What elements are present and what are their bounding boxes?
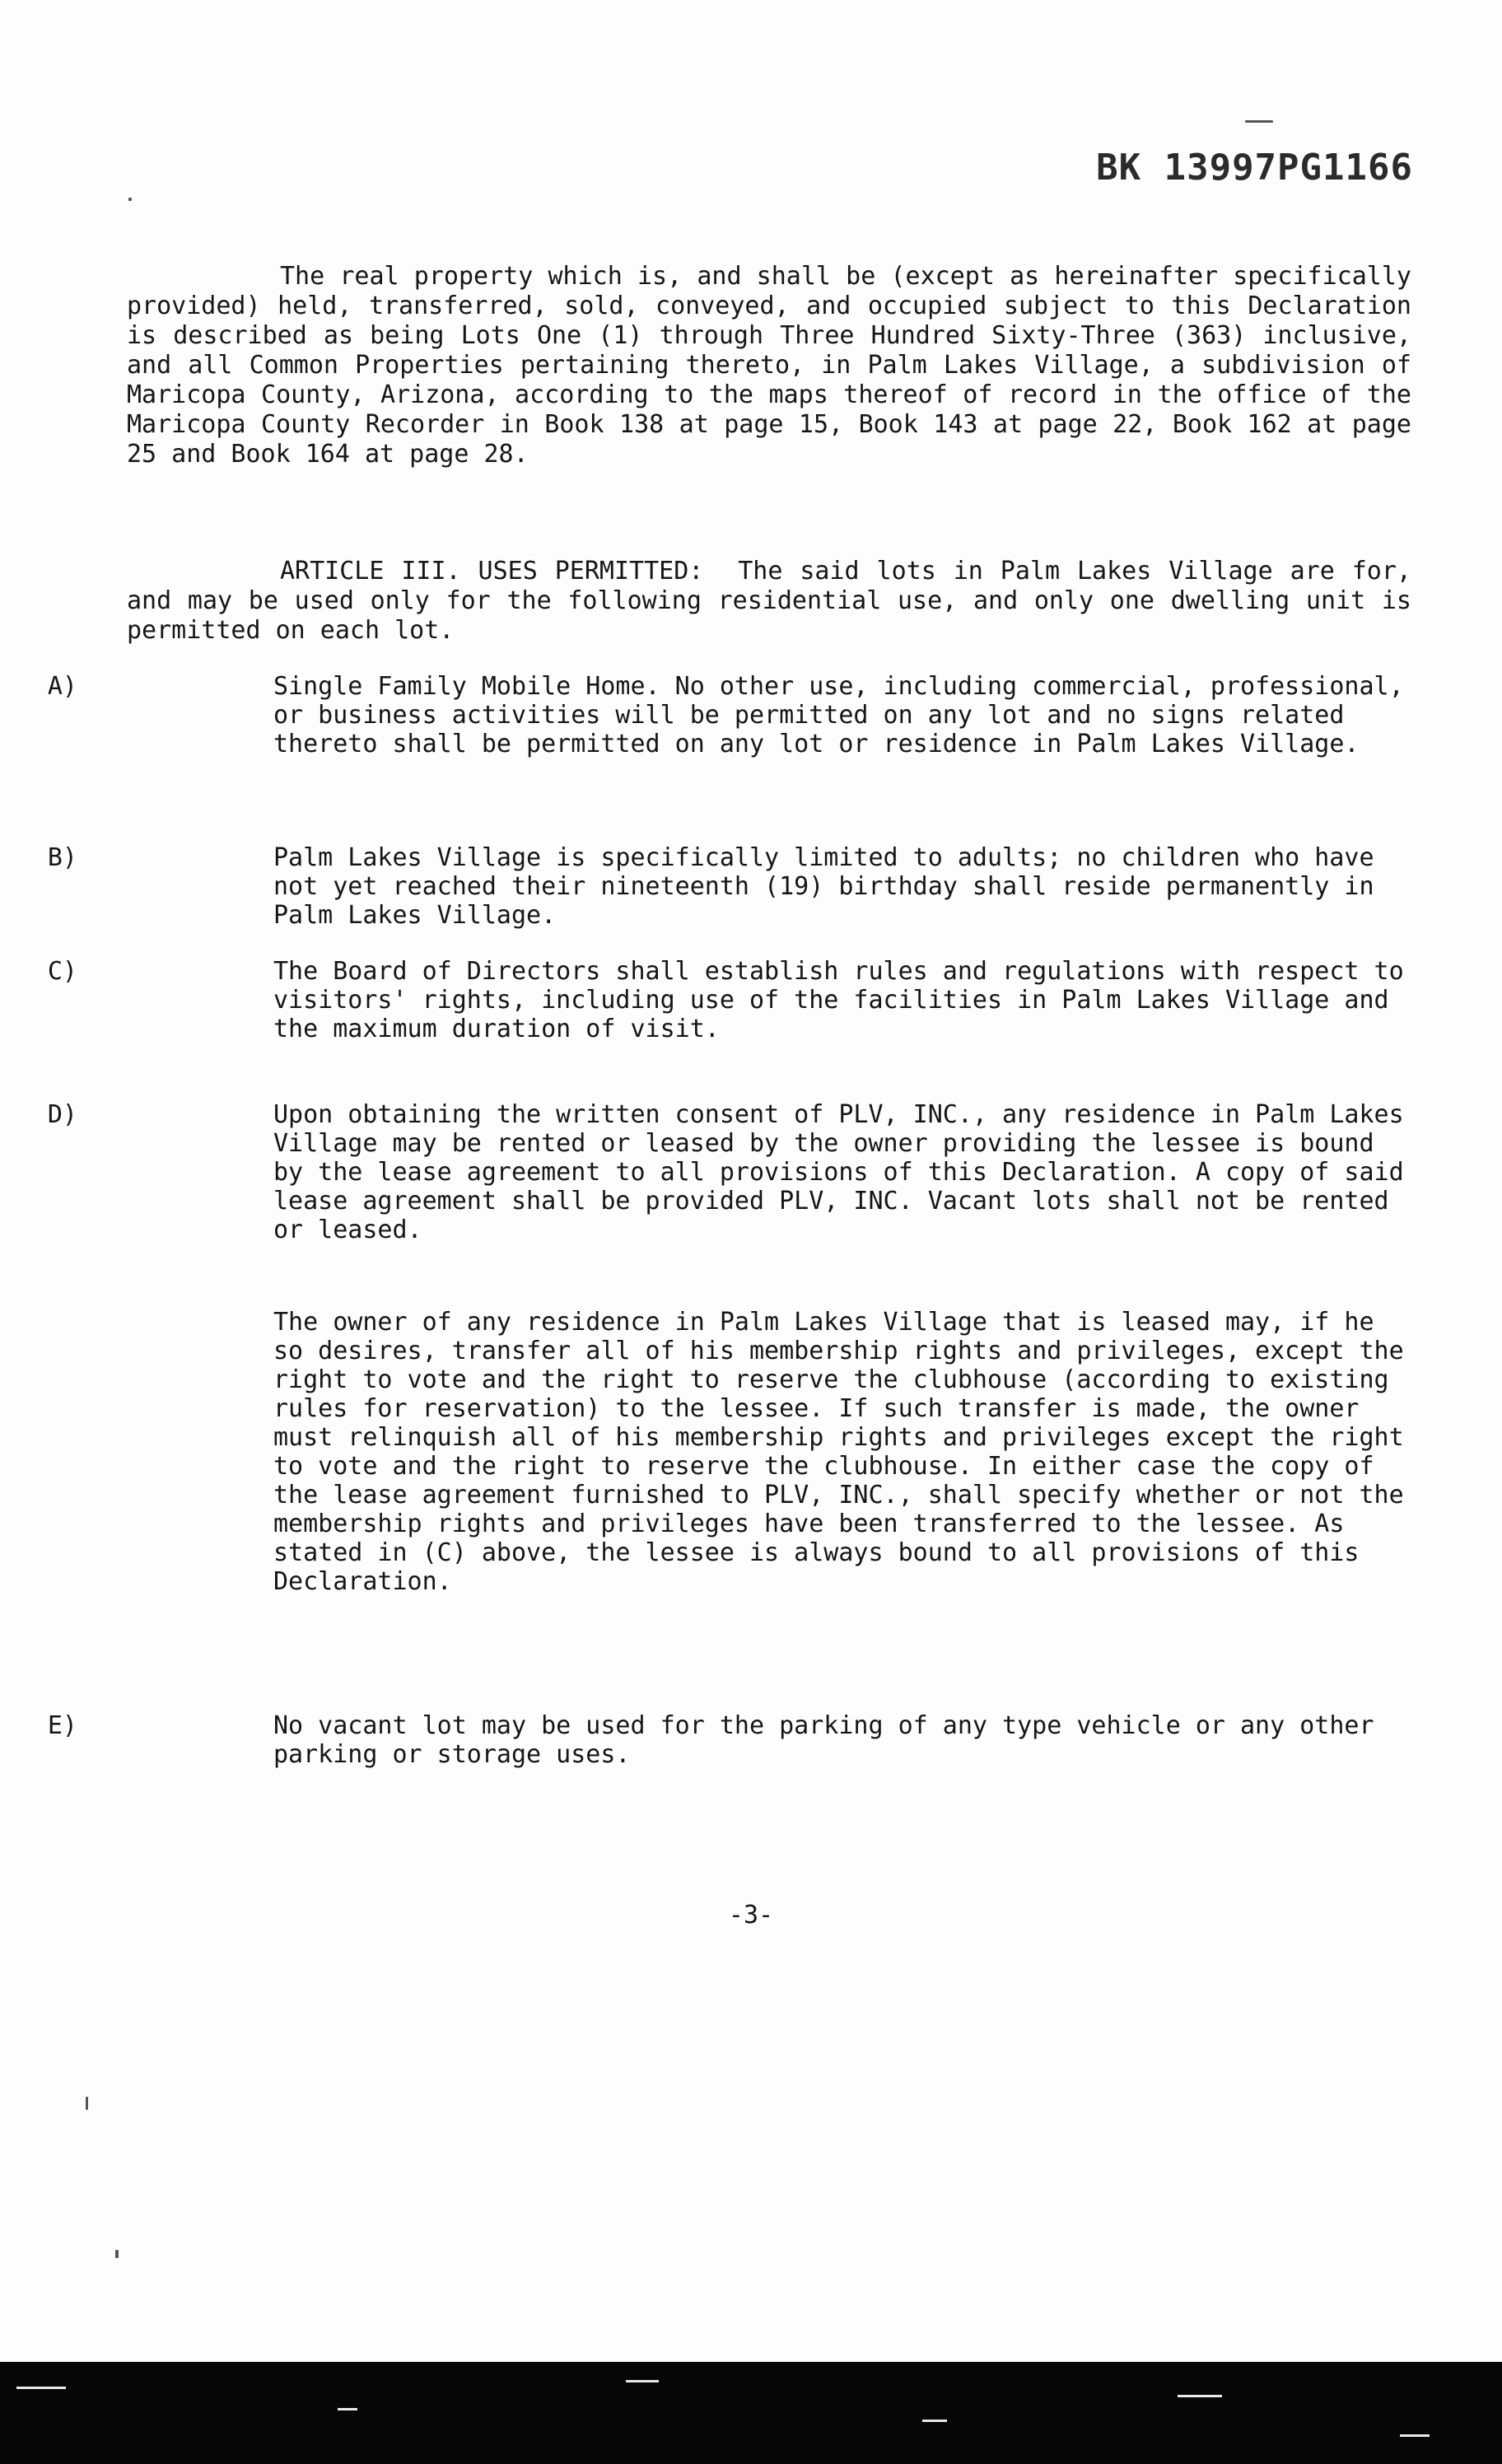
property-description-text: The real property which is, and shall be (except as hereinafter specifically provided) held, transferred, sold, conveyed, and occupied subject to this Declaration is described as being Lots One (1) through Three Hundred Sixty-Three (363) inclusive, and all Common Properties pertaining thereto, in Palm Lakes Village, a subdivision of Maricopa County, Arizona, according to the maps thereof of record in the office of the Maricopa County Recorder in Book 138 at page 15, Book 143 at page 22, Book 162 at page 25 and Book 164 at page 28. bbox=[127, 262, 1411, 469]
article-intro: The said lots in Palm Lakes Village are for, and may be used only for the following residential use, and only one dwelling unit is permitted on each lot. bbox=[127, 557, 1411, 645]
scan-noise bbox=[1400, 2434, 1430, 2437]
list-item-label: E) bbox=[47, 1711, 77, 1740]
list-item-label: D) bbox=[47, 1100, 77, 1129]
list-item-text: No vacant lot may be used for the parking of any type vehicle or any other parking or storage uses. bbox=[273, 1711, 1374, 1769]
list-item-d-continuation bbox=[273, 1308, 1410, 1596]
scan-noise bbox=[16, 2387, 66, 2389]
list-item-b bbox=[47, 843, 1410, 930]
list-item-label: C) bbox=[47, 957, 77, 986]
recording-stamp: BK 13997PG1166 bbox=[1096, 147, 1413, 189]
list-item-e bbox=[47, 1711, 1410, 1769]
page-number: -3- bbox=[728, 1901, 774, 1930]
list-item-text: Upon obtaining the written consent of PLV, INC., any residence in Palm Lakes Village may be rented or leased by the owner providing the lessee is bound by the lease agreement to all provisions of this Declaration. A copy of said lease agreement shall be provided PLV, INC. Vacant lots shall not be rented or leased. bbox=[273, 1100, 1404, 1244]
list-item-label: B) bbox=[47, 843, 77, 872]
scan-speck bbox=[115, 2250, 119, 2258]
scan-noise bbox=[338, 2408, 357, 2410]
scan-noise bbox=[626, 2380, 659, 2382]
list-item-c bbox=[47, 957, 1410, 1043]
article-three-text bbox=[127, 557, 1411, 646]
list-item-label: A) bbox=[47, 672, 77, 701]
article-heading: ARTICLE III. USES PERMITTED: bbox=[280, 557, 704, 586]
list-item-continuation-text: The owner of any residence in Palm Lakes Village that is leased may, if he so desires, transfer all of his membership rights and privileges, except the right to vote and the right to reserve the clubhouse (according to existing rules for reservation) to the lessee. If such transfer is made, the owner must relinquish all of his membership rights and privileges except the right to vote and the right to reserve the clubhouse. In either case the copy of the lease agreement furnished to PLV, INC., shall specify whether or not the membership rights and privileges have been transferred to the lessee. As stated in (C) above, the lessee is always bound to all provisions of this Declaration. bbox=[273, 1308, 1404, 1596]
list-item-d bbox=[47, 1100, 1410, 1244]
scan-noise bbox=[922, 2420, 947, 2422]
article-three-paragraph bbox=[127, 557, 1411, 646]
scan-speck bbox=[86, 2097, 88, 2110]
scan-speck bbox=[128, 198, 132, 201]
list-item-a bbox=[47, 672, 1410, 758]
list-item-text: The Board of Directors shall establish rules and regulations with respect to visitors' rights, including use of the facilities in Palm Lakes Village and the maximum duration of visit. bbox=[273, 957, 1404, 1043]
scan-speck bbox=[1245, 120, 1273, 123]
scan-edge-bar bbox=[0, 2362, 1502, 2464]
list-item-text: Single Family Mobile Home. No other use, including commercial, professional, or business activities will be permitted on any lot and no signs related thereto shall be permitted on any lot or residence in Palm Lakes Village. bbox=[273, 672, 1404, 758]
property-description-paragraph bbox=[127, 262, 1411, 469]
scan-noise bbox=[1178, 2395, 1222, 2397]
list-item-text: Palm Lakes Village is specifically limited to adults; no children who have not yet reached their nineteenth (19) birthday shall reside permanently in Palm Lakes Village. bbox=[273, 843, 1374, 930]
